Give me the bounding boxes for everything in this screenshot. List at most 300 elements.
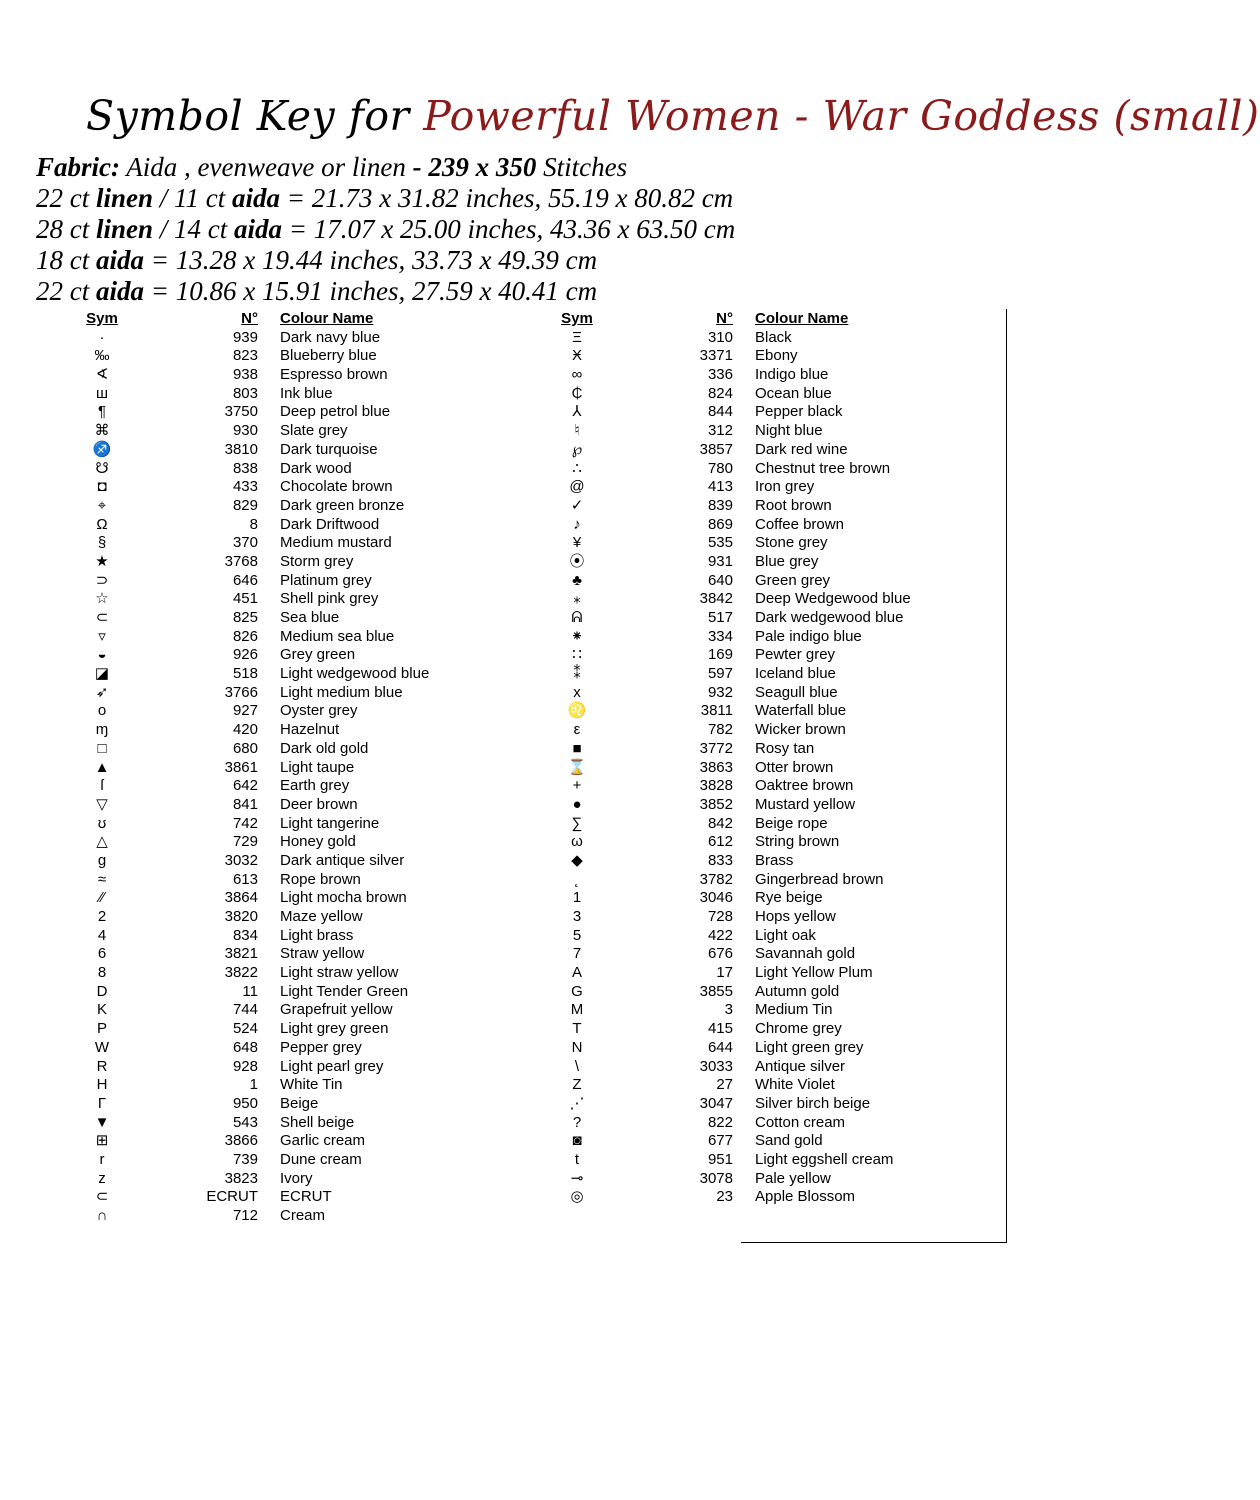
symbol: ☋	[95, 459, 109, 477]
dmc-number: 3032	[224, 851, 258, 869]
dmc-number: 931	[707, 552, 733, 570]
symbol: ʊ	[97, 814, 107, 832]
colour-name: Beige	[280, 1094, 319, 1112]
symbol: G	[571, 982, 583, 1000]
dmc-number: 3047	[699, 1094, 733, 1112]
dmc-number: 3857	[699, 440, 733, 458]
symbol: N	[571, 1038, 583, 1056]
dmc-number: 826	[232, 627, 258, 645]
symbol: ∷	[572, 646, 582, 664]
dmc-number: 823	[232, 347, 258, 365]
dmc-number: 829	[232, 496, 258, 514]
colour-name: Iron grey	[755, 478, 815, 496]
colour-name: Mustard yellow	[755, 795, 856, 813]
dmc-number: 939	[232, 328, 258, 346]
symbol: ℘	[571, 440, 583, 458]
symbol: ⊃	[95, 571, 109, 589]
symbol: ◒	[97, 646, 107, 664]
fabric-label: Fabric:	[36, 152, 120, 182]
page-title	[86, 92, 1260, 140]
dmc-number: 780	[707, 459, 733, 477]
dmc-number: 420	[232, 721, 258, 739]
dmc-number: 676	[707, 945, 733, 963]
dmc-number: 17	[716, 964, 733, 982]
symbol: 3	[572, 908, 582, 925]
symbol: ➶	[95, 683, 109, 701]
colour-name: Light eggshell cream	[755, 1150, 894, 1168]
colour-name: Grey green	[280, 646, 356, 664]
dmc-number: 1	[249, 1076, 258, 1094]
dmc-number: 803	[232, 384, 258, 402]
colour-name: Ebony	[755, 347, 798, 365]
dmc-number: 3822	[224, 964, 258, 982]
dmc-number: 844	[707, 403, 733, 421]
dmc-number: ECRUT	[206, 1188, 258, 1206]
colour-name: Cotton cream	[755, 1113, 846, 1131]
symbol: A	[571, 964, 582, 982]
colour-name: Silver birch beige	[755, 1094, 871, 1112]
dmc-number: 742	[232, 814, 258, 832]
symbol: \	[574, 1057, 580, 1075]
dmc-number: 23	[716, 1188, 733, 1206]
dmc-number: 413	[707, 478, 733, 496]
symbol: ♮	[574, 422, 580, 440]
dmc-number: 3078	[699, 1169, 733, 1187]
colour-name: Medium Tin	[755, 1001, 833, 1019]
size-line-22ct-aida: 22 ct aida = 10.86 x 15.91 inches, 27.59 x 40.41 cm	[36, 276, 598, 306]
colour-name: Savannah gold	[755, 945, 856, 963]
colour-name: Green grey	[755, 571, 831, 589]
colour-name: Dark navy blue	[280, 328, 381, 346]
colour-name: Dark Driftwood	[280, 515, 380, 533]
colour-name: Shell beige	[280, 1113, 355, 1131]
colour-name: Light Tender Green	[280, 982, 409, 1000]
dmc-number: 169	[707, 646, 733, 664]
dmc-number: 938	[232, 366, 258, 384]
symbol: D	[96, 982, 108, 1000]
colour-name: ECRUT	[280, 1188, 332, 1206]
colour-name: Waterfall blue	[755, 702, 847, 720]
colour-name: Wicker brown	[755, 721, 846, 739]
symbol: ◆	[571, 851, 583, 869]
fabric-line	[36, 152, 735, 183]
fabric-text: Aida , evenweave or linen	[120, 152, 413, 182]
symbol: ♪	[573, 515, 581, 533]
symbol: g	[97, 851, 107, 869]
dmc-number: 646	[232, 571, 258, 589]
dmc-number: 677	[707, 1132, 733, 1150]
dmc-number: 3371	[699, 347, 733, 365]
dmc-number: 3863	[699, 758, 733, 776]
symbol: ɱ	[95, 721, 109, 739]
symbol: Ω	[96, 515, 108, 533]
colour-name: Dune cream	[280, 1150, 362, 1168]
colour-name: Pewter grey	[755, 646, 836, 664]
symbol: ■	[572, 739, 582, 757]
symbol: H	[96, 1076, 108, 1094]
symbol: t	[574, 1150, 580, 1168]
symbol: 2	[97, 908, 107, 925]
symbol: T	[572, 1020, 582, 1038]
dmc-number: 3852	[699, 795, 733, 813]
colour-name: Light tangerine	[280, 814, 380, 832]
dmc-number: 3	[724, 1001, 733, 1019]
dmc-number: 839	[707, 496, 733, 514]
symbol: Ξ	[572, 328, 582, 346]
colour-name: Cream	[280, 1207, 326, 1224]
dmc-number: 11	[242, 982, 258, 1000]
colour-name: Dark turquoise	[280, 440, 378, 458]
symbol: ∞	[571, 366, 583, 384]
colour-name: White Tin	[280, 1076, 343, 1094]
colour-name: Slate grey	[280, 422, 348, 440]
header-sym: Sym	[561, 310, 593, 327]
dmc-number: 824	[707, 384, 733, 402]
colour-name: Straw yellow	[280, 945, 365, 963]
dmc-number: 825	[232, 609, 258, 626]
colour-name: Light mocha brown	[280, 889, 407, 907]
stitches-label: Stitches	[536, 152, 628, 182]
pattern-name: Powerful Women - War Goddess (small)	[423, 92, 1260, 140]
symbol: ⊂	[95, 1188, 109, 1206]
symbol: ₵	[571, 384, 583, 402]
colour-name: Dark old gold	[280, 739, 369, 757]
header-num: N°	[241, 310, 258, 327]
colour-name: Apple Blossom	[755, 1188, 856, 1206]
symbol: ▼	[94, 1113, 110, 1131]
size-line-18ct-aida: 18 ct aida = 13.28 x 19.44 inches, 33.73 x 49.39 cm	[36, 245, 598, 275]
symbol: ⊂	[95, 609, 109, 626]
dmc-number: 927	[232, 702, 258, 720]
symbol: ●	[572, 795, 582, 813]
symbol: r	[99, 1150, 105, 1168]
dmc-number: 3866	[224, 1132, 258, 1150]
dmc-number: 518	[232, 665, 258, 683]
dmc-number: 312	[707, 422, 733, 440]
symbol: ⁑	[573, 665, 581, 683]
colour-name: Iceland blue	[755, 665, 836, 683]
dmc-number: 744	[232, 1001, 258, 1019]
symbol: ⌘	[94, 422, 110, 440]
header-sym: Sym	[86, 310, 118, 327]
dmc-number: 3861	[224, 758, 258, 776]
colour-name: Gingerbread brown	[755, 870, 884, 888]
colour-name: Rye beige	[755, 889, 823, 907]
dmc-number: 928	[232, 1057, 258, 1075]
colour-name: Medium mustard	[280, 534, 392, 552]
dmc-number: 841	[232, 795, 258, 813]
symbol: 4	[97, 926, 107, 944]
colour-name: Seagull blue	[755, 683, 838, 701]
symbol: ◪	[94, 665, 110, 683]
colour-name: Indigo blue	[755, 366, 829, 384]
symbol: 7	[572, 945, 582, 963]
colour-name: Pepper grey	[280, 1038, 362, 1056]
dmc-number: 517	[707, 609, 733, 626]
colour-name: Light pearl grey	[280, 1057, 384, 1075]
dmc-number: 842	[707, 814, 733, 832]
symbol: x	[573, 683, 581, 701]
symbol: ⅄	[572, 403, 582, 421]
dmc-number: 869	[707, 515, 733, 533]
symbol: ∩	[96, 1207, 108, 1224]
dmc-number: 3033	[699, 1057, 733, 1075]
symbol: □	[97, 739, 107, 757]
title-lead: Symbol Key for	[86, 92, 424, 140]
dmc-number: 729	[232, 833, 258, 851]
dmc-number: 535	[707, 534, 733, 552]
symbol: ⁄⁄	[99, 889, 105, 907]
dmc-number: 712	[232, 1207, 258, 1224]
symbol: ‰	[94, 347, 110, 365]
symbol: ⌛	[567, 758, 587, 776]
dmc-number: 334	[707, 627, 733, 645]
dmc-number: 642	[232, 777, 258, 795]
dmc-number: 644	[707, 1038, 733, 1056]
colour-name: Dark antique silver	[280, 851, 405, 869]
colour-name: Antique silver	[755, 1057, 846, 1075]
symbol: ⊞	[95, 1132, 109, 1150]
colour-name: Coffee brown	[755, 515, 844, 533]
symbol: ♌	[567, 702, 587, 720]
colour-name: Pale indigo blue	[755, 627, 862, 645]
header-name: Colour Name	[755, 310, 849, 327]
symbol: ☆	[95, 590, 109, 608]
colour-name: Sea blue	[280, 609, 340, 626]
symbol: ♣	[572, 571, 582, 589]
colour-name: Ocean blue	[755, 384, 832, 402]
colour-name: Light medium blue	[280, 683, 403, 701]
dmc-number: 951	[707, 1150, 733, 1168]
symbol: W	[94, 1038, 110, 1056]
colour-name: Chocolate brown	[280, 478, 393, 496]
colour-name: Ink blue	[280, 384, 333, 402]
dmc-number: 310	[707, 328, 733, 346]
dmc-number: 8	[249, 515, 258, 533]
symbol: ∑	[571, 814, 583, 832]
dmc-number: 612	[707, 833, 733, 851]
dmc-number: 640	[707, 571, 733, 589]
fabric-dash: -	[412, 152, 429, 182]
symbol: ◙	[572, 1132, 582, 1150]
symbol: ∴	[572, 459, 582, 477]
colour-name: Autumn gold	[755, 982, 840, 1000]
dmc-number: 930	[232, 422, 258, 440]
colour-name: Brass	[755, 851, 794, 869]
dmc-number: 597	[707, 665, 733, 683]
colour-name: Deer brown	[280, 795, 358, 813]
dmc-number: 739	[232, 1150, 258, 1168]
colour-name: Grapefruit yellow	[280, 1001, 393, 1019]
stitch-count: 239 x 350	[428, 152, 537, 182]
dmc-number: 950	[232, 1094, 258, 1112]
colour-name: Light taupe	[280, 758, 355, 776]
colour-name: Platinum grey	[280, 571, 372, 589]
dmc-number: 926	[232, 646, 258, 664]
symbol: ▽	[96, 795, 108, 813]
symbol: Z	[572, 1076, 582, 1094]
colour-name: Pale yellow	[755, 1169, 831, 1187]
symbol: ˛	[574, 870, 580, 888]
size-line-22ct-linen: 22 ct linen / 11 ct aida = 21.73 x 31.82 inches, 55.19 x 80.82 cm	[36, 183, 734, 213]
colour-name: Light grey green	[280, 1020, 389, 1038]
colour-name: Chestnut tree brown	[755, 459, 891, 477]
colour-name: Shell pink grey	[280, 590, 379, 608]
colour-name: Espresso brown	[280, 366, 388, 384]
symbol: 8	[97, 964, 107, 982]
colour-name: Otter brown	[755, 758, 834, 776]
dmc-number: 3772	[699, 739, 733, 757]
dmc-number: 613	[232, 870, 258, 888]
colour-name: Blue grey	[755, 552, 819, 570]
symbol: ω	[571, 833, 583, 851]
colour-name: Light wedgewood blue	[280, 665, 430, 683]
symbol: ε	[573, 721, 581, 739]
dmc-number: 3855	[699, 982, 733, 1000]
dmc-number: 3823	[224, 1169, 258, 1187]
symbol: ?	[572, 1113, 582, 1131]
symbol: ſ	[100, 777, 104, 795]
dmc-number: 433	[232, 478, 258, 496]
fabric-specs	[36, 152, 735, 307]
colour-name: Pepper black	[755, 403, 843, 421]
frame-bottom-border	[741, 1242, 1007, 1243]
frame-right-border	[1006, 309, 1007, 1243]
dmc-number: 3750	[224, 403, 258, 421]
dmc-number: 3842	[699, 590, 733, 608]
symbol: ◘	[97, 478, 107, 496]
symbol: ⊸	[570, 1169, 584, 1187]
colour-name: Light Yellow Plum	[755, 964, 873, 982]
dmc-number: 3820	[224, 908, 258, 925]
dmc-number: 932	[707, 683, 733, 701]
dmc-number: 543	[232, 1113, 258, 1131]
symbol: Γ	[97, 1094, 107, 1112]
symbol: ♐	[92, 440, 112, 458]
colour-name: Blueberry blue	[280, 347, 377, 365]
symbol: ▲	[94, 758, 110, 776]
dmc-number: 648	[232, 1038, 258, 1056]
colour-name: Storm grey	[280, 552, 354, 570]
symbol: 6	[97, 945, 107, 963]
dmc-number: 680	[232, 739, 258, 757]
size-line-28ct-linen: 28 ct linen / 14 ct aida = 17.07 x 25.00 inches, 43.36 x 63.50 cm	[36, 214, 736, 244]
colour-name: Dark wood	[280, 459, 352, 477]
dmc-number: 336	[707, 366, 733, 384]
dmc-number: 833	[707, 851, 733, 869]
colour-name: Deep petrol blue	[280, 403, 391, 421]
symbol: ⁎	[573, 590, 581, 608]
symbol: ш	[95, 384, 109, 402]
dmc-number: 822	[707, 1113, 733, 1131]
colour-name: Beige rope	[755, 814, 828, 832]
symbol: ▿	[98, 627, 106, 645]
symbol: Ӿ	[571, 347, 582, 365]
symbol: §	[97, 534, 107, 552]
dmc-number: 3766	[224, 683, 258, 701]
dmc-number: 3821	[224, 945, 258, 963]
symbol: 1	[572, 889, 582, 907]
colour-name: Garlic cream	[280, 1132, 366, 1150]
dmc-number: 834	[232, 926, 258, 944]
colour-name: Honey gold	[280, 833, 356, 851]
symbol: M	[570, 1001, 584, 1019]
dmc-number: 422	[707, 926, 733, 944]
dmc-number: 728	[707, 908, 733, 925]
dmc-number: 3768	[224, 552, 258, 570]
dmc-number: 415	[707, 1020, 733, 1038]
symbol: ¥	[572, 534, 582, 552]
colour-name: String brown	[755, 833, 840, 851]
colour-name: Chrome grey	[755, 1020, 842, 1038]
symbol: △	[96, 833, 108, 851]
colour-name: Rosy tan	[755, 739, 815, 757]
symbol: ⋰	[569, 1094, 585, 1112]
dmc-number: 524	[232, 1020, 258, 1038]
colour-name: Dark red wine	[755, 440, 848, 458]
dmc-number: 3810	[224, 440, 258, 458]
colour-name: Earth grey	[280, 777, 350, 795]
symbol: o	[97, 702, 107, 720]
dmc-number: 451	[232, 590, 258, 608]
colour-name: Oaktree brown	[755, 777, 854, 795]
header-num: N°	[716, 310, 733, 327]
symbol: ⦿	[569, 552, 585, 570]
colour-name: Stone grey	[755, 534, 828, 552]
colour-name: Rope brown	[280, 870, 361, 888]
colour-name: Light straw yellow	[280, 964, 399, 982]
colour-name: Maze yellow	[280, 908, 363, 925]
symbol: ⌖	[97, 496, 107, 514]
colour-name: Dark green bronze	[280, 496, 405, 514]
colour-name: Sand gold	[755, 1132, 823, 1150]
symbol: ≈	[97, 870, 107, 888]
symbol: ✓	[570, 496, 584, 514]
symbol: ᕱ	[571, 609, 583, 626]
colour-name: Light brass	[280, 926, 354, 944]
dmc-number: 782	[707, 721, 733, 739]
dmc-number: 27	[716, 1076, 733, 1094]
header-name: Colour Name	[280, 310, 374, 327]
colour-name: Hops yellow	[755, 908, 836, 925]
dmc-number: 3046	[699, 889, 733, 907]
colour-name: Oyster grey	[280, 702, 358, 720]
symbol: ◎	[570, 1188, 584, 1206]
symbol: 5	[572, 926, 582, 944]
colour-name: Dark wedgewood blue	[755, 609, 904, 626]
dmc-number: 3864	[224, 889, 258, 907]
symbol: ⁕	[570, 627, 584, 645]
colour-name: Light green grey	[755, 1038, 864, 1056]
dmc-number: 370	[232, 534, 258, 552]
colour-name: Hazelnut	[280, 721, 340, 739]
dmc-number: 3828	[699, 777, 733, 795]
colour-name: Ivory	[280, 1169, 313, 1187]
dmc-number: 3811	[700, 702, 733, 720]
symbol: ¶	[97, 403, 107, 421]
symbol: K	[96, 1001, 107, 1019]
symbol: ·	[99, 328, 105, 346]
symbol: +	[572, 777, 582, 795]
colour-name: White Violet	[755, 1076, 835, 1094]
colour-name: Medium sea blue	[280, 627, 395, 645]
dmc-number: 838	[232, 459, 258, 477]
colour-name: Root brown	[755, 496, 832, 514]
colour-name: Light oak	[755, 926, 816, 944]
symbol: P	[96, 1020, 107, 1038]
symbol: ★	[95, 552, 109, 570]
symbol: ∢	[95, 366, 109, 384]
